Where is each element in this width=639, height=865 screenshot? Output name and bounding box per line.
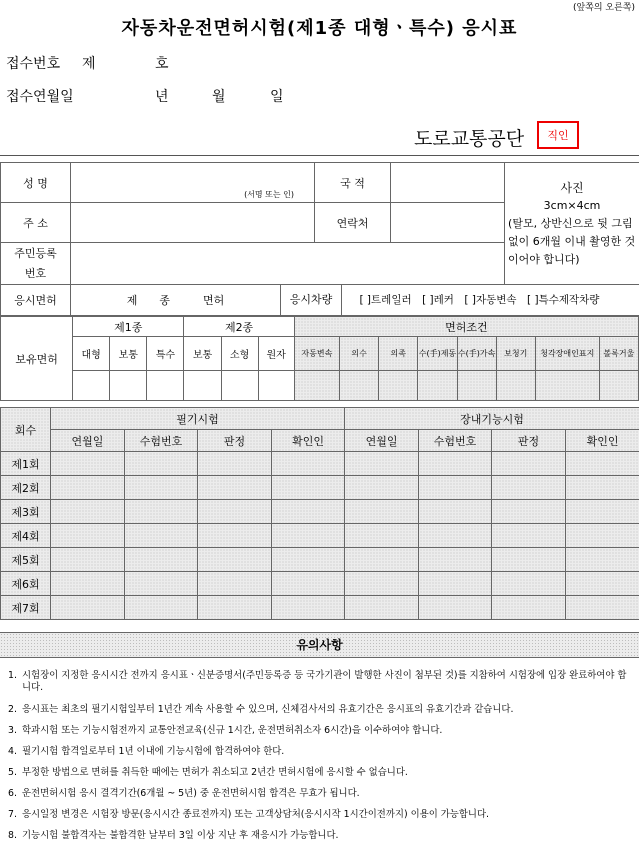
table-row (1, 596, 639, 620)
contact-label: 연락처 (315, 203, 391, 243)
agency-name: 도로교통공단 (414, 128, 525, 150)
applicant-table (0, 162, 639, 316)
condition-cell (599, 371, 638, 401)
class2-header: 제2종 (184, 317, 294, 337)
day-label: 일 (270, 89, 284, 105)
condition-col: 수(手)가속 (457, 337, 496, 371)
written-col: 연월일 (51, 430, 125, 452)
written-col: 판정 (198, 430, 272, 452)
list-item: 6. 운전면허시험 응시 결격기간(6개월 ~ 5년) 중 운전면허시험 합격은 무효가 됩니다. (8, 788, 360, 799)
form-title: 자동차운전면허시험(제1종 대형ㆍ특수) 응시표 (121, 18, 518, 39)
receipt-date-label: 접수연월일 (6, 89, 74, 105)
condition-cell (496, 371, 535, 401)
skill-title: 장내기능시험 (345, 408, 639, 430)
condition-col: 자동변속 (294, 337, 339, 371)
condition-cell (535, 371, 599, 401)
divider (0, 155, 639, 156)
written-col: 수험번호 (125, 430, 198, 452)
list-item: 2. 응시표는 최초의 필기시험일부터 1년간 계속 사용할 수 있으며, 신체검사서의 유효기간은 응시표의 유효기간과 같습니다. (8, 704, 514, 715)
condition-cell (340, 371, 379, 401)
address-field[interactable] (71, 203, 315, 243)
table-row (1, 524, 639, 548)
table-row (1, 476, 639, 500)
license-value[interactable]: 제 종 면허 (71, 285, 281, 316)
table-row (1, 452, 639, 476)
held-license-table (0, 316, 639, 401)
vehicle-options[interactable]: [ ]트레일러 [ ]레커 [ ]자동변속 [ ]특수제작차량 (359, 294, 600, 306)
note-text: 응시일정 변경은 시험장 방문(응시시간 종료전까지) 또는 고객상담처(응시시작 1시간이전까지) 이용이 가능합니다. (22, 809, 489, 820)
receipt-no-ho: 호 (155, 56, 169, 72)
note-text: 시험장이 지정한 응시시간 전까지 응시표ㆍ신분증명서(주민등록증 등 국가기관이 발행한 사진이 첨부된 것)를 지참하여 시험장에 입장 완료하여야 합니다. (22, 670, 627, 693)
list-item: 5. 부정한 방법으로 면허를 취득한 때에는 면허가 취소되고 2년간 면허시험에 응시할 수 없습니다. (8, 767, 408, 778)
held-cell[interactable] (110, 371, 147, 401)
photo-size: 3cm×4cm (543, 198, 601, 212)
table-row (1, 500, 639, 524)
skill-col: 판정 (492, 430, 566, 452)
photo-box (505, 163, 639, 285)
list-item: 1. 시험장이 지정한 응시시간 전까지 응시표ㆍ신분증명서(주민등록증 등 국가기관이 발행한 사진이 첨부된 것)를 지참하여 시험장에 입장 완료하여야 합니다. (8, 670, 627, 693)
round-cell: 제5회 (1, 548, 51, 572)
list-item: 4. 필기시험 합격일로부터 1년 이내에 기능시험에 합격하여야 한다. (8, 746, 285, 757)
condition-header: 면허조건 (294, 317, 638, 337)
condition-col: 의수 (340, 337, 379, 371)
name-field[interactable] (71, 163, 315, 203)
exam-record-table (0, 407, 639, 620)
held-license-label: 보유면허 (1, 317, 73, 401)
class1-col: 특수 (147, 337, 184, 371)
name-label: 성 명 (1, 163, 71, 203)
round-cell: 제3회 (1, 500, 51, 524)
receipt-no-je: 제 (82, 56, 96, 72)
condition-cell (457, 371, 496, 401)
rrn-field[interactable] (71, 243, 505, 285)
class2-col: 소형 (221, 337, 258, 371)
nationality-field[interactable] (391, 163, 505, 203)
held-cell[interactable] (73, 371, 110, 401)
notes-title: 유의사항 (0, 632, 639, 658)
skill-col: 연월일 (345, 430, 419, 452)
photo-label: 사진 (560, 180, 584, 195)
photo-desc: (탈모, 상반신으로 뒷 그림 없이 6개월 이내 촬영한 것이어야 합니다) (508, 216, 636, 266)
vehicle-row (281, 285, 639, 316)
condition-cell (294, 371, 339, 401)
note-text: 운전면허시험 응시 결격기간(6개월 ~ 5년) 중 운전면허시험 합격은 무효가 됩니다. (22, 788, 360, 799)
round-cell: 제2회 (1, 476, 51, 500)
list-item: 8. 기능시험 불합격자는 불합격한 날부터 3일 이상 지난 후 재응시가 가능합니다. (8, 830, 339, 841)
note-text: 기능시험 불합격자는 불합격한 날부터 3일 이상 지난 후 재응시가 가능합니다. (22, 830, 339, 841)
condition-cell (418, 371, 457, 401)
round-cell: 제1회 (1, 452, 51, 476)
held-cell[interactable] (184, 371, 221, 401)
condition-col: 볼록거울 (599, 337, 638, 371)
class2-col: 원자 (258, 337, 294, 371)
official-seal-stamp: 직인 (537, 121, 579, 149)
condition-col: 의족 (379, 337, 418, 371)
address-label: 주 소 (1, 203, 71, 243)
table-row (1, 572, 639, 596)
license-label: 응시면허 (1, 285, 71, 316)
held-cell[interactable] (221, 371, 258, 401)
table-row (1, 548, 639, 572)
receipt-no-label: 접수번호 (6, 56, 61, 72)
rrn-label-line1: 주민등록 (14, 246, 57, 260)
note-text: 학과시험 또는 기능시험전까지 교통안전교육(신규 1시간, 운전면허취소자 6시간)을 이수하여야 합니다. (22, 725, 443, 736)
written-title: 필기시험 (51, 408, 345, 430)
condition-col: 수(手)제동 (418, 337, 457, 371)
year-label: 년 (155, 89, 169, 105)
rrn-label (1, 243, 71, 285)
list-item: 3. 학과시험 또는 기능시험전까지 교통안전교육(신규 1시간, 운전면허취소자 6시간)을 이수하여야 합니다. (8, 725, 443, 736)
rrn-label-line2: 번호 (24, 266, 47, 280)
skill-col: 수험번호 (419, 430, 492, 452)
note-text: 응시표는 최초의 필기시험일부터 1년간 계속 사용할 수 있으며, 신체검사서의 유효기간은 응시표의 유효기간과 같습니다. (22, 704, 514, 715)
condition-col: 청각장애인표지 (535, 337, 599, 371)
note-text: 부정한 방법으로 면허를 취득한 때에는 면허가 취소되고 2년간 면허시험에 응시할 수 없습니다. (22, 767, 408, 778)
written-col: 확인인 (272, 430, 345, 452)
class2-col: 보통 (184, 337, 221, 371)
class1-header: 제1종 (73, 317, 184, 337)
class1-col: 보통 (110, 337, 147, 371)
class1-col: 대형 (73, 337, 110, 371)
side-note: (앞쪽의 오른쪽) (572, 3, 635, 13)
note-text: 필기시험 합격일로부터 1년 이내에 기능시험에 합격하여야 한다. (22, 746, 285, 757)
skill-col: 확인인 (566, 430, 639, 452)
list-item: 7. 응시일정 변경은 시험장 방문(응시시간 종료전까지) 또는 고객상담처(응시시작 1시간이전까지) 이용이 가능합니다. (8, 809, 489, 820)
round-cell: 제7회 (1, 596, 51, 620)
held-cell[interactable] (258, 371, 294, 401)
sign-hint: (서명 또는 인) (244, 190, 295, 199)
round-cell: 제6회 (1, 572, 51, 596)
held-cell[interactable] (147, 371, 184, 401)
condition-cell (379, 371, 418, 401)
round-label: 회수 (1, 408, 51, 452)
notes-list (8, 670, 633, 851)
vehicle-label: 응시차량 (281, 285, 342, 315)
round-cell: 제4회 (1, 524, 51, 548)
condition-col: 보청기 (496, 337, 535, 371)
nationality-label: 국 적 (315, 163, 391, 203)
month-label: 월 (212, 89, 226, 105)
contact-field[interactable] (391, 203, 505, 243)
